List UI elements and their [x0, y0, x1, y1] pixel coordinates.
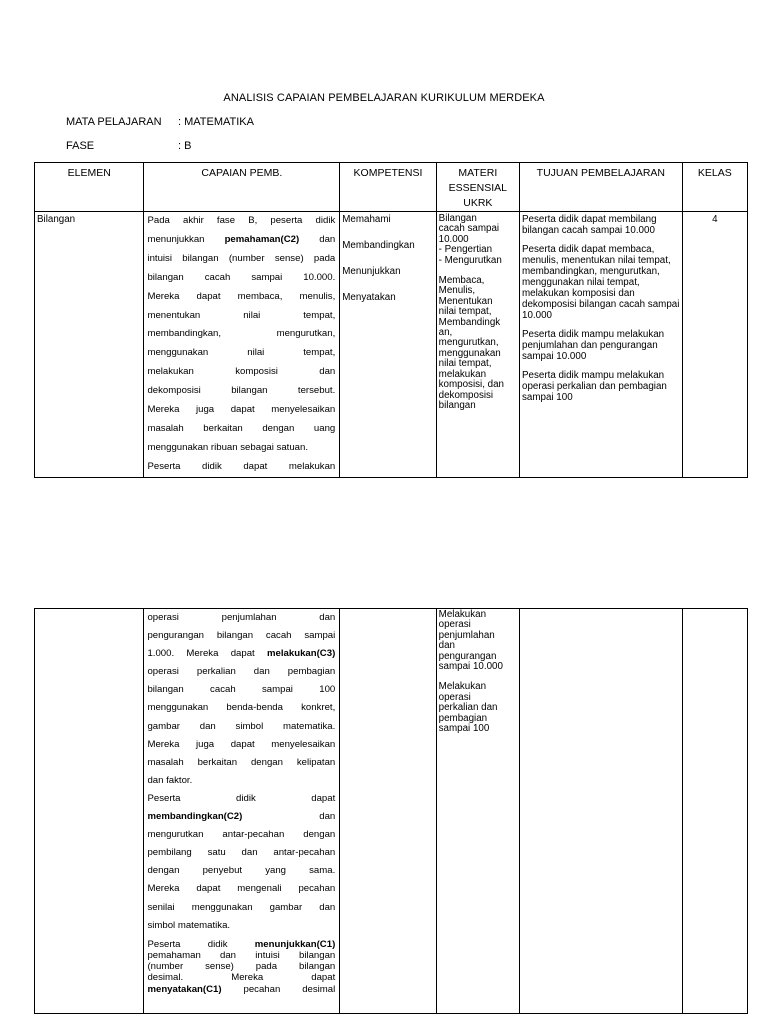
materi-line: sampai 100: [438, 723, 490, 735]
cell-elemen: [35, 609, 144, 1014]
cell-capaian: [144, 609, 340, 1014]
capaian-line: menentukan nilai tempat,: [147, 309, 336, 321]
capaian-line: Peserta didik dapat: [147, 792, 336, 804]
subject-value: : MATEMATIKA: [178, 116, 254, 128]
cell-kelas: [682, 609, 747, 1014]
capaian-line: bilangan cacah sampai 10.000.: [147, 271, 336, 283]
capaian-line: (number sense) pada bilangan: [147, 961, 336, 973]
materi-line: Menentukan: [438, 295, 493, 307]
capaian-line: masalah berkaitan dengan uang: [147, 422, 336, 434]
capaian-keyword: pemahaman(C2): [224, 233, 300, 245]
cell-capaian: [144, 212, 340, 478]
header-materi-line-1: MATERI: [458, 167, 498, 179]
materi-line: cacah sampai: [438, 223, 500, 235]
tujuan-item: Peserta didik mampu melakukan operasi perkalian dan pembagian sampai 100: [522, 370, 667, 403]
analysis-table-continued: [34, 608, 748, 1014]
kompetensi-item: Menyatakan: [342, 292, 396, 303]
capaian-keyword: menunjukkan(C1): [254, 938, 336, 950]
cell-tujuan: [520, 609, 683, 1014]
capaian-text: menunjukkan: [147, 233, 225, 245]
materi-line: 10.000: [438, 233, 469, 245]
analysis-table: [34, 162, 748, 478]
capaian-line: dekomposisi bilangan tersebut.: [147, 385, 336, 397]
materi-line: nilai tempat,: [438, 306, 492, 318]
capaian-line: Pada akhir fase B, peserta didik: [147, 215, 336, 226]
materi-line: dan: [438, 640, 456, 652]
header-kelas: KELAS: [682, 163, 747, 212]
capaian-line: Peserta didik dapat melakukan: [147, 460, 336, 472]
tujuan-item: Peserta didik dapat membilang bilangan cacah sampai 10.000: [522, 214, 657, 236]
materi-line: pembagian: [438, 712, 488, 724]
capaian-line: bilangan cacah sampai 100: [147, 684, 336, 696]
header-materi-line-2: ESSENSIAL: [448, 182, 508, 194]
materi-line: sampai 10.000: [438, 661, 503, 673]
capaian-line: dan faktor.: [147, 774, 193, 786]
capaian-line: [147, 808, 335, 826]
materi-line: Membandingk: [438, 316, 501, 328]
capaian-line: pengurangan bilangan cacah sampai: [147, 630, 336, 642]
materi-line: nilai tempat,: [438, 358, 492, 370]
cell-elemen: Bilangan: [35, 212, 144, 478]
capaian-line: Mereka juga dapat menyelesaikan: [147, 404, 336, 416]
capaian-line: simbol matematika.: [147, 919, 231, 931]
materi-line: Melakukan: [438, 609, 487, 620]
header-capaian: CAPAIAN PEMB.: [144, 163, 340, 212]
materi-line: dekomposisi: [438, 389, 494, 401]
capaian-line: masalah berkaitan dengan kelipatan: [147, 756, 336, 768]
cell-kompetensi: [340, 212, 436, 478]
capaian-line: senilai menggunakan gambar dan: [147, 901, 336, 913]
capaian-line: melakukan komposisi dan: [147, 366, 336, 378]
materi-line: operasi: [438, 691, 471, 703]
capaian-line: [147, 231, 335, 250]
capaian-line: [147, 645, 335, 663]
capaian-line: Mereka dapat mengenali pecahan: [147, 883, 336, 895]
capaian-line: menggunakan benda-benda konkret,: [147, 702, 336, 714]
capaian-text: dan: [299, 233, 336, 245]
capaian-line: Mereka dapat membaca, menulis,: [147, 290, 336, 302]
cell-materi: [436, 212, 519, 478]
kompetensi-item: Memahami: [342, 214, 391, 225]
subject-label: MATA PELAJARAN: [66, 116, 162, 128]
capaian-line: gambar dan simbol matematika.: [147, 720, 336, 732]
materi-line: Membaca,: [438, 275, 485, 287]
capaian-text: dan: [242, 811, 336, 823]
header-materi: [436, 163, 519, 212]
capaian-line: operasi perkalian dan pembagian: [147, 666, 336, 678]
capaian-line: operasi penjumlahan dan: [147, 612, 336, 623]
table-header-row: [35, 163, 748, 212]
capaian-line: menggunakan nilai tempat,: [147, 347, 336, 359]
materi-line: melakukan: [438, 368, 487, 380]
capaian-line: [147, 984, 335, 995]
phase-label: FASE: [66, 140, 95, 152]
table-row: [35, 212, 748, 478]
phase-value: : B: [178, 140, 192, 152]
table-row: [35, 609, 748, 1014]
kompetensi-item: Membandingkan: [342, 240, 415, 251]
materi-line: komposisi, dan: [438, 379, 505, 391]
materi-line: perkalian dan: [438, 702, 498, 714]
materi-line: Bilangan: [438, 213, 477, 224]
materi-line: an,: [438, 327, 453, 339]
header-kompetensi: KOMPETENSI: [340, 163, 436, 212]
materi-line: menggunakan: [438, 347, 501, 359]
materi-line: bilangan: [438, 399, 476, 411]
capaian-line: [147, 935, 335, 950]
capaian-line: membandingkan, mengurutkan,: [147, 328, 336, 340]
capaian-line: Mereka juga dapat menyelesaikan: [147, 738, 336, 750]
materi-line: Menulis,: [438, 285, 476, 297]
cell-materi: [436, 609, 519, 1014]
cell-kompetensi: [340, 609, 436, 1014]
capaian-line: mengurutkan antar-pecahan dengan: [147, 829, 336, 841]
cell-tujuan: [520, 212, 683, 478]
header-materi-line-3: UKRK: [463, 197, 493, 209]
materi-line: - Pengertian: [438, 244, 493, 256]
materi-line: - Mengurutkan: [438, 254, 502, 266]
capaian-line: menggunakan ribuan sebagai satuan.: [147, 441, 309, 453]
kompetensi-item: Menunjukkan: [342, 266, 401, 277]
cell-kelas: 4: [682, 212, 747, 478]
materi-line: Melakukan: [438, 681, 487, 693]
capaian-keyword: menyatakan(C1): [147, 983, 222, 995]
capaian-text: Peserta didik: [147, 938, 255, 950]
capaian-keyword: membandingkan(C2): [147, 811, 243, 823]
header-tujuan: TUJUAN PEMBELAJARAN: [520, 163, 683, 212]
document-title: ANALISIS CAPAIAN PEMBELAJARAN KURIKULUM MERDEKA: [223, 92, 545, 104]
materi-line: pengurangan: [438, 650, 497, 662]
tujuan-item: Peserta didik mampu melakukan penjumlahan dan pengurangan sampai 10.000: [522, 329, 665, 362]
header-elemen: ELEMEN: [35, 163, 144, 212]
capaian-keyword: melakukan(C3): [267, 648, 336, 660]
materi-line: mengurutkan,: [438, 337, 499, 349]
capaian-text: pecahan desimal: [221, 983, 336, 995]
capaian-text: 1.000. Mereka dapat: [147, 648, 268, 660]
capaian-line: desimal. Mereka dapat: [147, 972, 336, 984]
materi-line: operasi: [438, 619, 471, 631]
tujuan-item: Peserta didik dapat membaca, menulis, menentukan nilai tempat, membandingkan, mengurutkan, menggunakan nilai tempat, melakukan komposisi dan dekomposisi bilangan cacah sampai 10.000: [522, 244, 680, 321]
capaian-line: pemahaman dan intuisi bilangan: [147, 949, 336, 961]
materi-line: penjumlahan: [438, 629, 495, 641]
capaian-line: dengan penyebut yang sama.: [147, 865, 336, 877]
capaian-line: pembilang satu dan antar-pecahan: [147, 847, 336, 859]
capaian-line: intuisi bilangan (number sense) pada: [147, 252, 336, 264]
